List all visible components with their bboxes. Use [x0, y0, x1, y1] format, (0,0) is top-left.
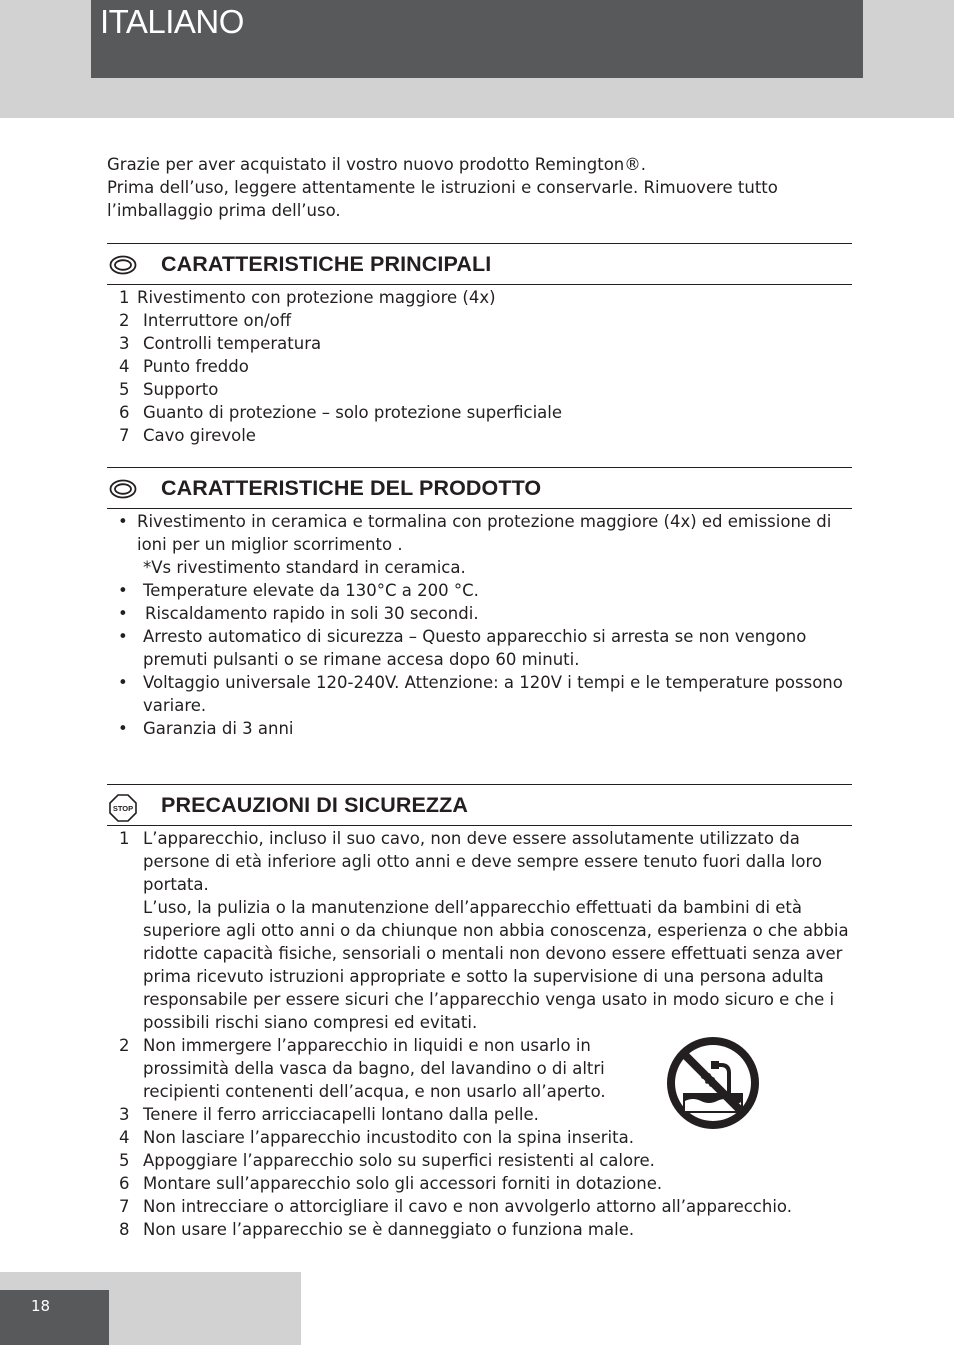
item-text: Punto freddo	[143, 357, 249, 376]
item-text: Supporto	[143, 380, 219, 399]
section-header-main-features	[107, 243, 852, 285]
item-number: 3	[119, 1105, 130, 1124]
item-text: Controlli temperatura	[143, 334, 322, 353]
page-number-box	[0, 1290, 109, 1345]
list-item	[107, 1195, 852, 1218]
item-text: Voltaggio universale 120-240V. Attenzione: a 120V i tempi e le temperature possono variare.	[143, 673, 843, 715]
item-number: 1	[119, 829, 130, 848]
no-water-icon	[663, 1033, 763, 1133]
list-item	[107, 510, 852, 579]
item-text: Appoggiare l’apparecchio solo su superfici resistenti al calore.	[143, 1151, 655, 1170]
list-item	[107, 332, 852, 355]
list-item	[107, 378, 852, 401]
section-title: PRECAUZIONI DI SICUREZZA	[161, 793, 468, 817]
item-note: L’uso, la pulizia o la manutenzione dell’apparecchio effettuati da bambini di età superiore agli otto anni o da chiunque non abbia conoscenza, esperienza o che abbia ridotte capacità fisiche, sensoriali o mentali non devono essere effettuati senza aver prima ricevuto istruzioni appropriate e sotto la supervisione di una persona adulta responsabile per essere sicuri che l’apparecchio venga usato in modo sicuro e che i possibili rischi siano compresi ed evitati.	[143, 898, 849, 1032]
item-note: *Vs rivestimento standard in ceramica.	[143, 558, 466, 577]
list-item	[107, 424, 852, 447]
item-text: Non immergere l’apparecchio in liquidi e non usarlo in prossimità della vasca da bagno, del lavandino o di altri recipienti contenenti dell’acqua, e non usarlo all’aperto.	[143, 1036, 606, 1101]
c-bullet-icon	[109, 254, 137, 276]
page-number: 18	[31, 1297, 51, 1315]
item-number: 7	[119, 1197, 130, 1216]
intro-line-2: Prima dell’uso, leggere attentamente le istruzioni e conservarle. Rimuovere tutto l’imballaggio prima dell’uso.	[107, 178, 778, 220]
item-number: 8	[119, 1220, 130, 1239]
list-item	[107, 827, 852, 1034]
bullet: •	[118, 581, 128, 600]
item-number: 7	[119, 426, 130, 445]
item-number: 6	[119, 1174, 130, 1193]
item-text: Guanto di protezione – solo protezione superficiale	[143, 403, 563, 422]
language-header	[91, 0, 863, 78]
list-item	[107, 717, 852, 740]
item-text: Non intrecciare o attorcigliare il cavo e non avvolgerlo attorno all’apparecchio.	[143, 1197, 792, 1216]
product-features-list	[107, 510, 852, 740]
intro-text	[107, 153, 837, 222]
item-number: 3	[119, 334, 130, 353]
svg-text:STOP: STOP	[112, 804, 134, 813]
bullet: •	[118, 627, 128, 646]
list-item	[107, 286, 852, 309]
list-item	[107, 671, 852, 717]
c-bullet-icon	[109, 478, 137, 500]
list-item	[107, 602, 852, 625]
list-item	[107, 1149, 852, 1172]
main-features-list	[107, 286, 852, 447]
item-text: Riscaldamento rapido in soli 30 secondi.	[145, 604, 479, 623]
list-item	[107, 355, 852, 378]
list-item	[107, 625, 852, 671]
item-number: 6	[119, 403, 130, 422]
bullet: •	[118, 512, 128, 531]
item-text: Arresto automatico di sicurezza – Questo apparecchio si arresta se non vengono premuti pulsanti o se rimane accesa dopo 60 minuti.	[143, 627, 807, 669]
bullet: •	[118, 673, 128, 692]
section-header-product-features	[107, 467, 852, 509]
item-text: Rivestimento in ceramica e tormalina con protezione maggiore (4x) ed emissione di ioni per un miglior scorrimento .	[137, 512, 832, 554]
item-text: Interruttore on/off	[143, 311, 292, 330]
list-item	[107, 401, 852, 424]
item-number: 1	[119, 288, 130, 307]
item-text: Rivestimento con protezione maggiore (4x)	[137, 288, 496, 307]
item-number: 5	[119, 380, 130, 399]
bullet: •	[118, 604, 128, 623]
section-header-safety	[107, 784, 852, 826]
list-item	[107, 1218, 852, 1241]
item-text: Non usare l’apparecchio se è danneggiato o funziona male.	[143, 1220, 635, 1239]
item-number: 2	[119, 311, 130, 330]
list-item	[107, 309, 852, 332]
section-title: CARATTERISTICHE PRINCIPALI	[161, 252, 492, 276]
item-text: Montare sull’apparecchio solo gli accessori forniti in dotazione.	[143, 1174, 663, 1193]
intro-line-1: Grazie per aver acquistato il vostro nuovo prodotto Remington®.	[107, 155, 646, 174]
stop-icon	[109, 794, 137, 822]
item-number: 4	[119, 1128, 130, 1147]
item-number: 2	[119, 1036, 130, 1055]
item-text: Garanzia di 3 anni	[143, 719, 294, 738]
list-item	[107, 579, 852, 602]
item-text: Temperature elevate da 130°C a 200 °C.	[143, 581, 479, 600]
item-text: Tenere il ferro arricciacapelli lontano dalla pelle.	[143, 1105, 539, 1124]
item-text: Non lasciare l’apparecchio incustodito con la spina inserita.	[143, 1128, 634, 1147]
page-title: ITALIANO	[100, 3, 244, 40]
item-text: L’apparecchio, incluso il suo cavo, non deve essere assolutamente utilizzato da persone di età inferiore agli otto anni e deve sempre essere tenuto fuori dalla loro portata.	[143, 829, 822, 894]
list-item	[107, 1172, 852, 1195]
item-text: Cavo girevole	[143, 426, 256, 445]
bullet: •	[118, 719, 128, 738]
item-number: 4	[119, 357, 130, 376]
item-number: 5	[119, 1151, 130, 1170]
section-title: CARATTERISTICHE DEL PRODOTTO	[161, 476, 542, 500]
